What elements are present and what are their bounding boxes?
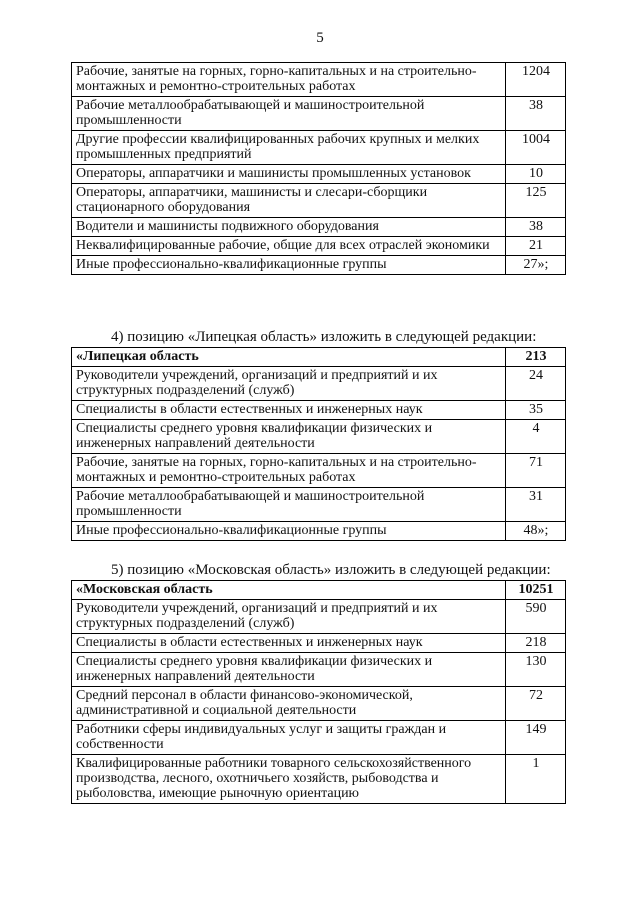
table-row [72, 367, 566, 401]
region-header-row [72, 581, 566, 600]
row-value: 590 [506, 600, 566, 634]
row-value: 72 [506, 687, 566, 721]
row-label: Рабочие металлообрабатывающей и машиностроительной промышленности [72, 488, 506, 522]
table-continued [71, 62, 566, 275]
row-label: Рабочие металлообрабатывающей и машиностроительной промышленности [72, 97, 506, 131]
row-label: Рабочие, занятые на горных, горно-капитальных и на строительно-монтажных и ремонтно-строительных работах [72, 63, 506, 97]
row-label: Квалифицированные работники товарного сельскохозяйственного производства, лесного, охотничьего хозяйств, рыбоводства и рыболовства, имеющие рыночную ориентацию [72, 755, 506, 804]
table-row [72, 488, 566, 522]
table-moscow [71, 580, 566, 804]
region-name: «Липецкая область [72, 348, 506, 367]
row-label: Иные профессионально-квалификационные группы [72, 522, 506, 541]
row-value: 1 [506, 755, 566, 804]
row-label: Руководители учреждений, организаций и предприятий и их структурных подразделений (служб) [72, 600, 506, 634]
region-total: 10251 [506, 581, 566, 600]
row-value: 125 [506, 184, 566, 218]
row-value: 10 [506, 165, 566, 184]
row-label: Специалисты в области естественных и инженерных наук [72, 401, 506, 420]
row-value: 71 [506, 454, 566, 488]
row-label: Другие профессии квалифицированных рабочих крупных и мелких промышленных предприятий [72, 131, 506, 165]
row-value: 27»; [506, 256, 566, 275]
table-row [72, 218, 566, 237]
table-row [72, 97, 566, 131]
row-value: 218 [506, 634, 566, 653]
region-name: «Московская область [72, 581, 506, 600]
row-value: 1004 [506, 131, 566, 165]
row-label: Специалисты среднего уровня квалификации физических и инженерных направлений деятельности [72, 653, 506, 687]
row-value: 130 [506, 653, 566, 687]
table-row [72, 165, 566, 184]
row-value: 38 [506, 97, 566, 131]
table-row [72, 634, 566, 653]
table-row [72, 687, 566, 721]
row-label: Операторы, аппаратчики, машинисты и слесари-сборщики стационарного оборудования [72, 184, 506, 218]
row-label: Операторы, аппаратчики и машинисты промышленных установок [72, 165, 506, 184]
region-total: 213 [506, 348, 566, 367]
table-row [72, 401, 566, 420]
row-label: Иные профессионально-квалификационные группы [72, 256, 506, 275]
table-row [72, 184, 566, 218]
section-5-intro: 5) позицию «Московская область» изложить в следующей редакции: [111, 562, 551, 578]
table-row [72, 237, 566, 256]
row-value: 1204 [506, 63, 566, 97]
table-row [72, 755, 566, 804]
row-value: 24 [506, 367, 566, 401]
row-value: 35 [506, 401, 566, 420]
row-value: 21 [506, 237, 566, 256]
row-value: 38 [506, 218, 566, 237]
row-label: Водители и машинисты подвижного оборудования [72, 218, 506, 237]
page-number: 5 [316, 30, 324, 46]
table-row [72, 256, 566, 275]
section-4-intro: 4) позицию «Липецкая область» изложить в следующей редакции: [111, 329, 537, 345]
table-row [72, 653, 566, 687]
row-label: Специалисты среднего уровня квалификации физических и инженерных направлений деятельности [72, 420, 506, 454]
row-label: Работники сферы индивидуальных услуг и защиты граждан и собственности [72, 721, 506, 755]
table-row [72, 721, 566, 755]
table-row [72, 131, 566, 165]
row-label: Руководители учреждений, организаций и предприятий и их структурных подразделений (служб) [72, 367, 506, 401]
row-value: 4 [506, 420, 566, 454]
row-label: Неквалифицированные рабочие, общие для всех отраслей экономики [72, 237, 506, 256]
table-row [72, 63, 566, 97]
row-value: 149 [506, 721, 566, 755]
table-lipetsk [71, 347, 566, 541]
table-row [72, 600, 566, 634]
row-value: 48»; [506, 522, 566, 541]
row-label: Рабочие, занятые на горных, горно-капитальных и на строительно-монтажных и ремонтно-строительных работах [72, 454, 506, 488]
region-header-row [72, 348, 566, 367]
row-value: 31 [506, 488, 566, 522]
table-row [72, 454, 566, 488]
row-label: Специалисты в области естественных и инженерных наук [72, 634, 506, 653]
table-row [72, 522, 566, 541]
row-label: Средний персонал в области финансово-экономической, административной и социальной деятельности [72, 687, 506, 721]
table-row [72, 420, 566, 454]
